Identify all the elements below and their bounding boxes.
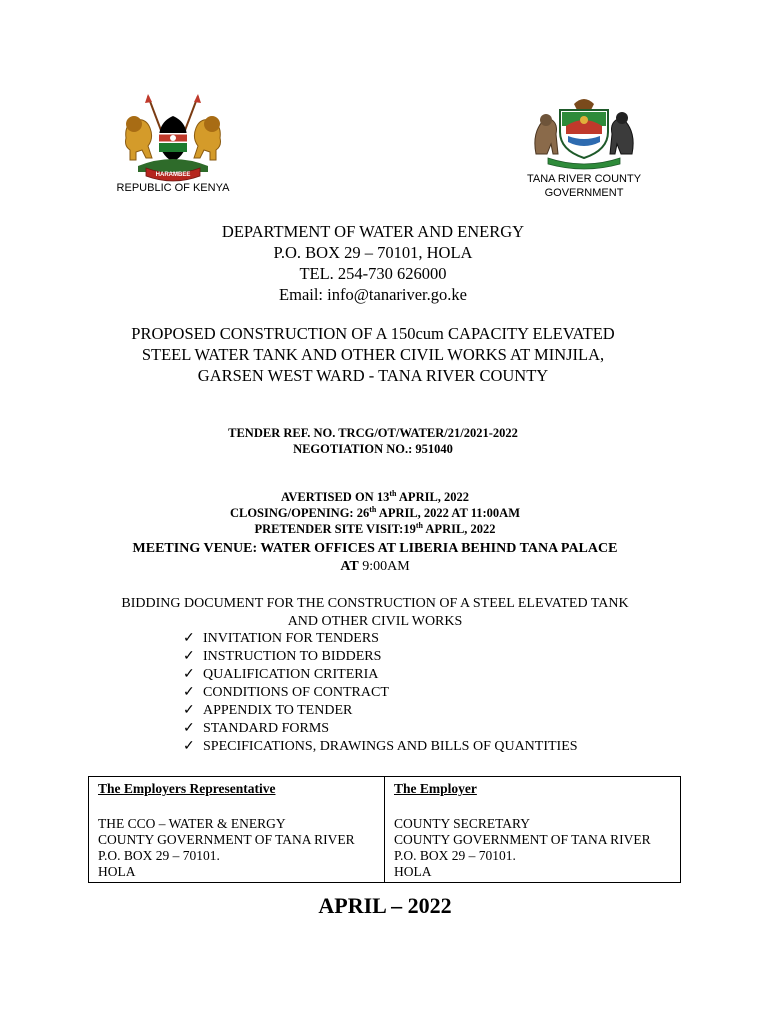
address-line: P.O. BOX 29 – 70101. (394, 848, 516, 863)
department-email: Email: info@tanariver.go.ke (279, 285, 467, 304)
closing-opening-date: CLOSING/OPENING: 26th APRIL, 2022 AT 11:00AM (229, 505, 521, 520)
checklist-item: ✓ STANDARD FORMS (183, 721, 330, 736)
address-line: COUNTY SECRETARY (394, 816, 531, 831)
venue-at-label: AT (340, 559, 359, 574)
checklist-item: ✓ QUALIFICATION CRITERIA (183, 667, 379, 682)
checkmark-icon: ✓ (183, 631, 195, 646)
kenya-coat-of-arms-icon (112, 94, 234, 184)
checkmark-icon: ✓ (183, 667, 195, 682)
meeting-venue-line1: MEETING VENUE: WATER OFFICES AT LIBERIA BEHIND TANA PALACE (132, 541, 618, 556)
checklist-item: ✓ SPECIFICATIONS, DRAWINGS AND BILLS OF QUANTITIES (183, 739, 578, 754)
tender-ref-number: TENDER REF. NO. TRCG/OT/WATER/21/2021-2022 (228, 426, 518, 440)
address-line: HOLA (394, 864, 432, 879)
tana-river-county-label (520, 172, 648, 200)
employers-representative-heading: The Employers Representative (98, 781, 276, 796)
checkmark-icon: ✓ (183, 721, 195, 736)
kenya-motto: HARAMBEE (155, 172, 191, 178)
document-contents-checklist (183, 630, 578, 756)
checklist-item: ✓ APPENDIX TO TENDER (183, 703, 353, 718)
address-line: P.O. BOX 29 – 70101. (98, 848, 220, 863)
department-po-box: P.O. BOX 29 – 70101, HOLA (273, 243, 473, 262)
checkmark-icon: ✓ (183, 685, 195, 700)
meeting-venue-block (0, 540, 750, 576)
checklist-item: ✓ CONDITIONS OF CONTRACT (183, 685, 389, 700)
address-line: COUNTY GOVERNMENT OF TANA RIVER (394, 832, 651, 847)
bidding-title-line1: BIDDING DOCUMENT FOR THE CONSTRUCTION OF A STEEL ELEVATED TANK (121, 596, 629, 611)
checkmark-icon: ✓ (183, 703, 195, 718)
tana-label-line2: GOVERNMENT (544, 187, 624, 199)
department-tel: TEL. 254-730 626000 (299, 264, 447, 283)
tender-schedule-block (0, 489, 750, 537)
meeting-venue-line2 (0, 558, 750, 576)
employer-heading: The Employer (394, 781, 477, 796)
project-title-line2: STEEL WATER TANK AND OTHER CIVIL WORKS AT MINJILA, (141, 345, 605, 364)
address-line: THE CCO – WATER & ENERGY (98, 816, 286, 831)
tana-river-county-coat-of-arms-icon (530, 94, 638, 170)
checkmark-icon: ✓ (183, 739, 195, 754)
venue-time: 9:00AM (358, 559, 410, 574)
contacts-table (88, 776, 681, 883)
address-line: HOLA (98, 864, 136, 879)
document-date: APRIL – 2022 (318, 893, 452, 918)
department-name: DEPARTMENT OF WATER AND ENERGY (221, 222, 525, 241)
project-title-line1: PROPOSED CONSTRUCTION OF A 150cum CAPACITY ELEVATED (131, 324, 615, 343)
employer-cell (385, 777, 681, 883)
checkmark-icon: ✓ (183, 649, 195, 664)
department-address-block (0, 221, 746, 305)
project-title-block (0, 323, 746, 386)
tender-reference-block (0, 425, 746, 457)
bidding-document-title (0, 595, 750, 631)
checklist-item: ✓ INSTRUCTION TO BIDDERS (183, 649, 382, 664)
republic-of-kenya-label: REPUBLIC OF KENYA (116, 182, 230, 194)
address-line: COUNTY GOVERNMENT OF TANA RIVER (98, 832, 355, 847)
site-visit-date: PRETENDER SITE VISIT:19th APRIL, 2022 (254, 521, 496, 536)
bidding-title-line2: AND OTHER CIVIL WORKS (287, 614, 463, 629)
project-title-line3: GARSEN WEST WARD - TANA RIVER COUNTY (197, 366, 549, 385)
employers-representative-cell (89, 777, 385, 883)
advertised-date: AVERTISED ON 13th APRIL, 2022 (280, 489, 470, 504)
tana-label-line1: TANA RIVER COUNTY (526, 173, 642, 185)
checklist-item: ✓ INVITATION FOR TENDERS (183, 631, 379, 646)
negotiation-number: NEGOTIATION NO.: 951040 (293, 442, 453, 456)
